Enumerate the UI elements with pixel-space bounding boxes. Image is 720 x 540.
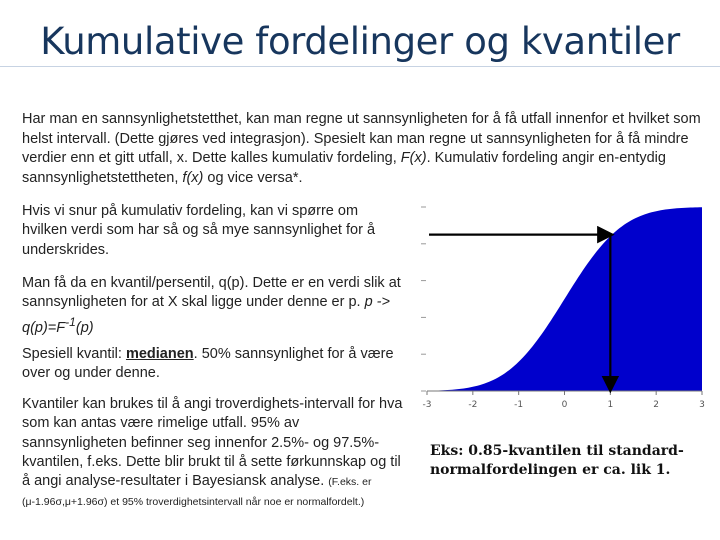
example-caption: Eks: 0.85-kvantilen til standard-normalfordelingen er ca. lik 1. (430, 443, 684, 478)
intro-paragraph (22, 110, 712, 188)
quantile-formula-main: p -> q(p)=F (22, 294, 390, 336)
title-divider (0, 66, 720, 67)
credibility-small-text: (F.eks. er (μ-1.96σ,μ+1.96σ) et 95% troverdighetsintervall når noe er normalfordelt.) (22, 476, 372, 509)
x-tick-label: 2 (653, 400, 660, 410)
median-text-2: . 50% sannsynlighet for å være over og under denne. (22, 346, 394, 382)
slide-title: Kumulative fordelinger og kvantiler (40, 20, 680, 63)
credibility-text: Kvantiler kan brukes til å angi troverdighets-intervall for hva som kan antas være rimelige utfall. 95% av sannsynligheten befinner seg innenfor 2.5%- og 97.5%-kvantilen, f.eks. Dette blir brukt til å sette førkunnskap og til å angi analyse-resultater i Bayesiansk analyse. (22, 396, 403, 490)
median-text-1: Spesiell kvantil: (22, 346, 126, 362)
x-tick-label: 3 (699, 400, 705, 410)
intro-fx: F(x) (400, 150, 427, 167)
cumulative-chart (397, 195, 720, 425)
x-tick-label: -3 (422, 400, 432, 410)
x-tick-label: 1 (607, 400, 614, 410)
paragraph-quantile (22, 274, 404, 338)
paragraph-reverse-cumulative: Hvis vi snur på kumulativ fordeling, kan vi spørre om hvilken verdi som har så og så mye sannsynlighet for å underskrides. (22, 203, 376, 258)
intro-text-1: Har man en sannsynlighetstetthet, kan man regne ut sannsynligheten for å få utfall innenfor et hvilket som helst intervall. (Dette gjøres ved integrasjon). Spesielt kan man regne ut sannsynligheten for å få mindre verdier enn et gitt utfall, x. Dette kalles kumulativ fordeling, (22, 111, 701, 167)
median-term: medianen (125, 346, 194, 362)
paragraph-credibility-interval (22, 395, 404, 513)
x-tick-label: 0 (561, 400, 568, 410)
quantile-formula-sup: -1 (65, 314, 76, 329)
quantile-formula-end: (p) (75, 319, 94, 336)
intro-text-3: og vice versa*. (203, 169, 303, 186)
x-tick-label: -1 (514, 400, 524, 410)
quantile-text: Man få da en kvantil/persentil, q(p). Dette er en verdi slik at sannsynligheten for at X skal ligge under denne er p. (22, 275, 401, 311)
intro-text-2: . Kumulativ fordeling angir en-entydig sannsynlighetstettheten, (22, 150, 666, 186)
intro-fx-small: f(x) (182, 169, 204, 186)
paragraph-median (22, 345, 404, 384)
x-tick-label: -2 (468, 400, 478, 410)
